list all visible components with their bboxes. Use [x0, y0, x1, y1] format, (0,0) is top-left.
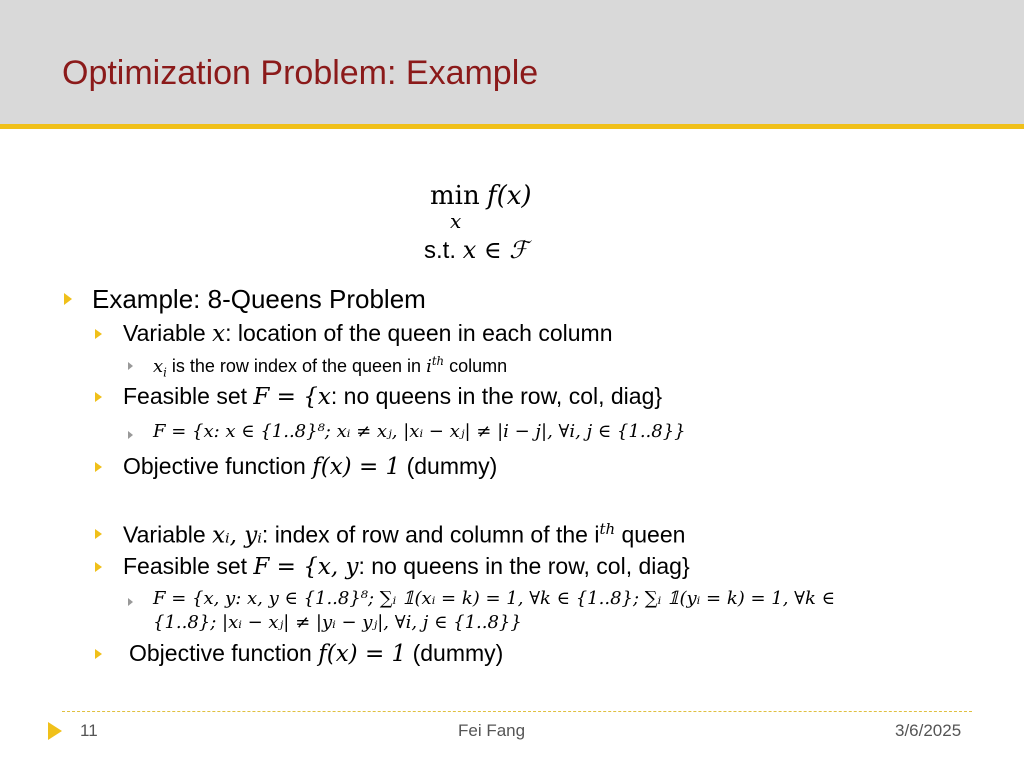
bullet-arrow-icon	[95, 329, 102, 339]
bullet-variable-x: Variable x: location of the queen in each column	[123, 320, 613, 347]
bullet-feasible-set-xy-formula-line1: F = {x, y: x, y ∈ {1..8}⁸; ∑ᵢ 𝟙(xᵢ = k) = 1, ∀k ∈ {1..8}; ∑ᵢ 𝟙(yᵢ = k) = 1, ∀k ∈	[153, 588, 835, 609]
bullet-objective-function-2: Objective function f(x) = 1 (dummy)	[129, 640, 504, 667]
bullet-xi-row-index: $x_i$ is the row index of the queen in $i^{th}$ column	[153, 354, 508, 380]
bullet-example: Example: 8-Queens Problem	[92, 284, 426, 314]
constraint-formula	[424, 236, 528, 265]
st-label: s.t.	[424, 237, 457, 264]
bullet-feasible-set-formula: F = {x: x ∈ {1..8}⁸; xᵢ ≠ xⱼ, |xᵢ − xⱼ| ≠ |i − j|, ∀i, j ∈ {1..8}}	[153, 421, 686, 442]
constraint-expression: x ∈ ℱ	[462, 236, 529, 264]
header-rule	[0, 124, 1024, 129]
bullet-arrow-icon	[95, 529, 102, 539]
min-operator: min x	[430, 181, 480, 233]
bullet-arrow-icon	[95, 649, 102, 659]
footer-author: Fei Fang	[458, 721, 526, 740]
bullet-arrow-icon	[128, 598, 133, 606]
bullet-feasible-set-xy-formula-line2: {1..8}; |xᵢ − xⱼ| ≠ |yᵢ − yⱼ|, ∀i, j ∈ {1..8}}	[153, 612, 522, 633]
bullet-feasible-set: Feasible set F = {x: no queens in the row, col, diag}	[123, 383, 663, 410]
min-subscript: x	[450, 209, 462, 233]
footer-date: 3/6/2025	[895, 721, 962, 740]
bullet-arrow-icon	[95, 462, 102, 472]
bullet-feasible-set-xy: Feasible set F = {x, y: no queens in the row, col, diag}	[123, 553, 690, 580]
footer-arrow-icon	[48, 722, 62, 740]
bullet-arrow-icon	[64, 293, 72, 305]
footer-rule	[62, 711, 972, 712]
objective-formula	[430, 180, 532, 233]
objective-expression: f(x)	[486, 181, 532, 211]
bullet-arrow-icon	[95, 562, 102, 572]
bullet-variable-xy: Variable xᵢ, yᵢ: index of row and column of the $i^{th}$ queen	[123, 520, 686, 549]
slide-title: Optimization Problem: Example	[62, 54, 539, 92]
bullet-objective-function: Objective function f(x) = 1 (dummy)	[123, 453, 498, 480]
bullet-arrow-icon	[95, 392, 102, 402]
bullet-arrow-icon	[128, 431, 133, 439]
bullet-arrow-icon	[128, 362, 133, 370]
slide-number: 11	[80, 721, 98, 740]
